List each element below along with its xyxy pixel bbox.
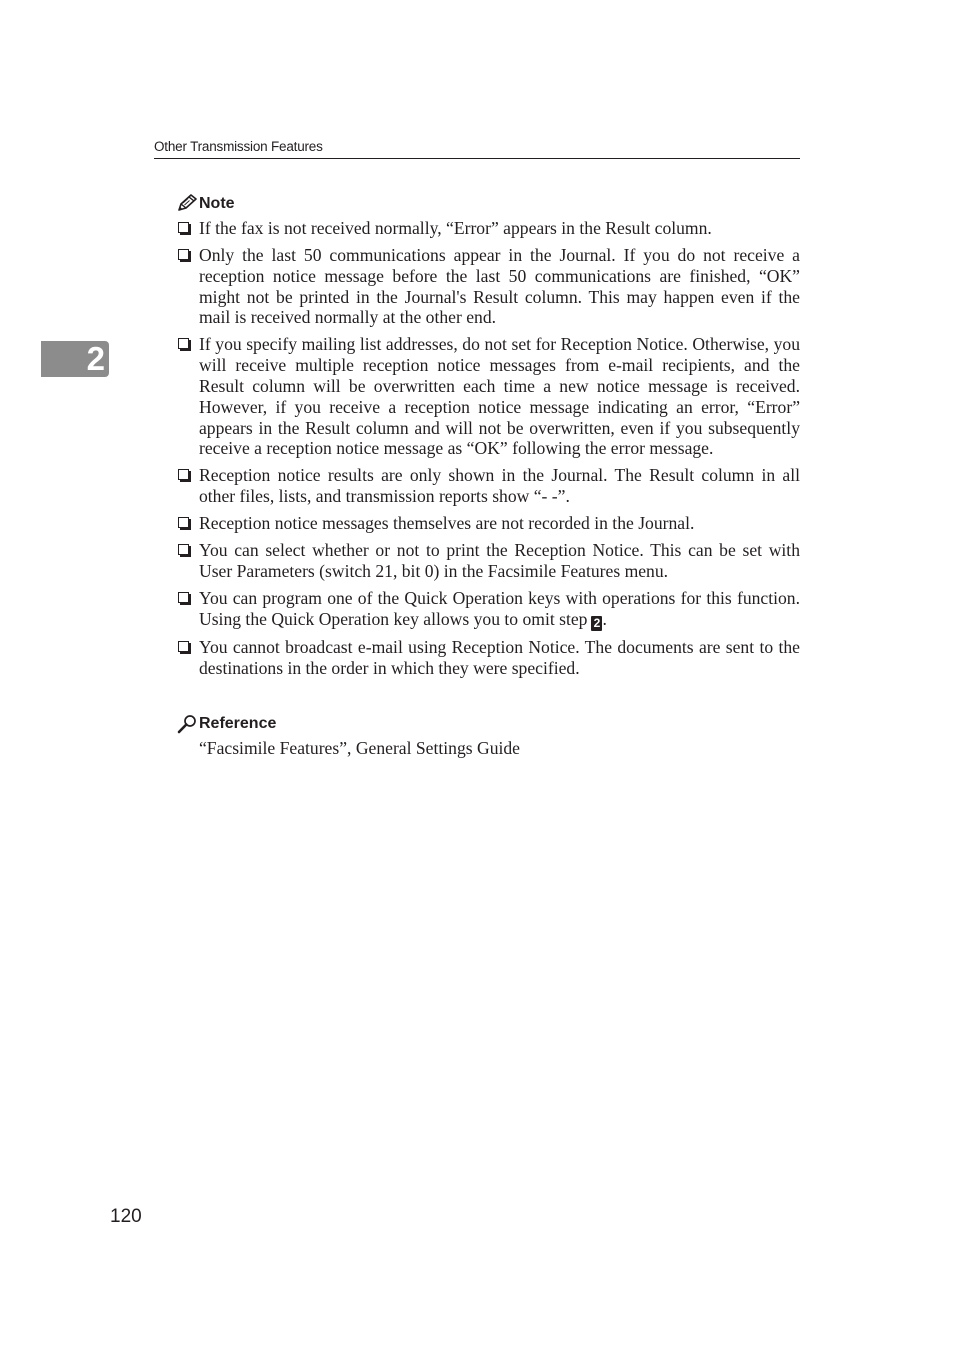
magnifier-icon — [176, 714, 199, 734]
checkbox-bullet-icon — [178, 469, 189, 480]
note-heading-label: Note — [199, 195, 235, 212]
page-number: 120 — [110, 1206, 142, 1227]
note-item — [176, 245, 800, 328]
reference-heading-label: Reference — [199, 715, 277, 732]
header-rule — [154, 158, 800, 159]
note-item — [176, 540, 800, 582]
chapter-tab-number: 2 — [86, 340, 105, 377]
note-item-suffix: . — [602, 608, 607, 629]
note-item-text: You can select whether or not to print the Reception Notice. This can be set with User Parameters (switch 21, bit 0) in the Facsimile Features menu. — [199, 540, 800, 581]
step-marker-icon: 2 — [591, 616, 602, 631]
checkbox-bullet-icon — [178, 249, 189, 260]
note-list — [176, 218, 800, 685]
checkbox-bullet-icon — [178, 641, 189, 652]
note-item-text: If the fax is not received normally, “Error” appears in the Result column. — [199, 218, 712, 238]
note-item — [176, 637, 800, 679]
checkbox-bullet-icon — [178, 544, 189, 555]
note-item — [176, 588, 800, 631]
checkbox-bullet-icon — [178, 592, 189, 603]
note-heading — [176, 194, 235, 214]
note-item-text: Only the last 50 communications appear in the Journal. If you do not receive a reception notice message before the last 50 communications are finished, “OK” might not be printed in the Journal's Result column. This may happen even if the mail is received normally at the other end. — [199, 244, 800, 328]
note-item-text: Reception notice messages themselves are not recorded in the Journal. — [199, 513, 695, 534]
note-item — [176, 334, 800, 459]
note-item — [176, 218, 800, 239]
note-item-text: Reception notice results are only shown in the Journal. The Result column in all other files, lists, and transmission reports show “- -”. — [199, 465, 800, 507]
reference-text: “Facsimile Features”, General Settings Guide — [199, 738, 520, 758]
note-item-text: You can program one of the Quick Operation keys with operations for this function. Using the Quick Operation key allows you to omit step — [199, 587, 800, 629]
checkbox-bullet-icon — [178, 222, 189, 233]
checkbox-bullet-icon — [178, 338, 189, 349]
checkbox-bullet-icon — [178, 517, 189, 528]
note-item — [176, 465, 800, 507]
running-header-title: Other Transmission Features — [154, 139, 323, 154]
note-item-text: If you specify mailing list addresses, do not set for Reception Notice. Otherwise, you will receive multiple reception notice messages from e-mail recipients, and the Result column will be overwritten each time a new notice message is received. However, if you receive a reception notice message indicating an error, “Error” appears in the Result column and will not be overwritten, even if you subsequently receive a reception notice message as “OK” following the error message. — [199, 334, 800, 459]
chapter-tab — [41, 341, 109, 377]
reference-heading — [176, 714, 276, 734]
pencil-icon — [176, 194, 199, 214]
note-item — [176, 513, 800, 534]
note-item-text: You cannot broadcast e-mail using Reception Notice. The documents are sent to the destinations in the order in which they were specified. — [199, 636, 800, 678]
